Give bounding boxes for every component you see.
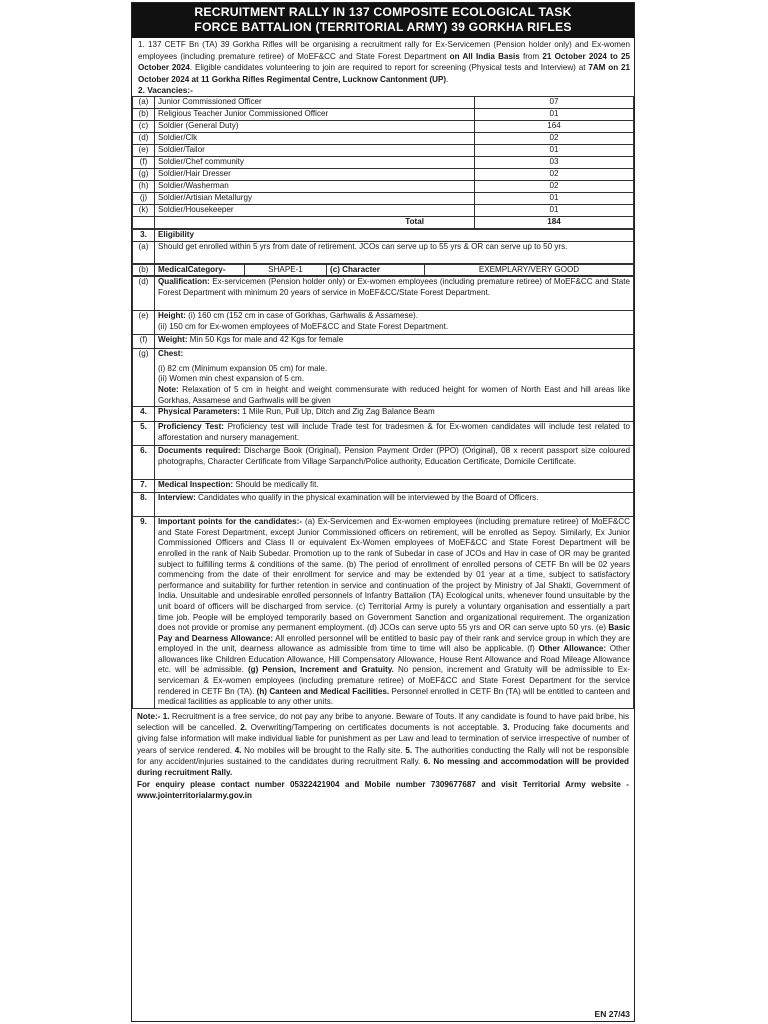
eligibility-heading: Eligibility: [155, 230, 634, 242]
height-text-2: (ii) 150 cm for Ex-women employees of MoEF&CC and State Forest Department.: [158, 321, 449, 331]
ad-code: EN 27/43: [594, 1009, 630, 1019]
proficiency-test-cell: [155, 422, 634, 446]
section-number: 8.: [133, 493, 155, 517]
total-value: 184: [475, 217, 634, 229]
documents-label: Documents required:: [158, 446, 241, 456]
vacancy-count: 02: [475, 133, 634, 145]
note-text: Overwriting/Tampering on certificates documents is not acceptable.: [246, 723, 503, 733]
important-points-cell: [155, 517, 634, 709]
vacancy-post: Soldier/Artisian Metallurgy: [155, 193, 475, 205]
vacancy-row: [133, 109, 634, 121]
chest-label: Chest:: [158, 349, 184, 359]
important-points-text: Other allowances like Children Education Allowance, Hill Compensatory Allowance, House Rent Allowance and Road Mileage Allowance etc. will be admissible.: [158, 644, 630, 675]
chest-note-label: Note:: [158, 384, 179, 394]
vacancy-count: 01: [475, 205, 634, 217]
physical-parameters-cell: [155, 407, 634, 422]
section-number: 6.: [133, 446, 155, 480]
vacancy-count: 164: [475, 121, 634, 133]
vacancies-heading: 2. Vacancies:-: [138, 85, 193, 95]
intro-text: . Eligible candidates volunteering to join are required to report for screening (Physical tests and Interview) at: [189, 63, 589, 72]
vacancy-letter: (e): [133, 145, 155, 157]
vacancy-row: [133, 193, 634, 205]
note-text: No mobiles will be brought to the Rally site.: [241, 745, 406, 755]
empty-cell: [133, 217, 155, 229]
item-letter: (a): [133, 241, 155, 263]
important-points-text: Personnel enrolled in CETF Bn (TA) will be entitled to canteen and medical facilities as applicable to any other units.: [158, 686, 630, 707]
medical-character-row: [132, 264, 634, 277]
item-letter: (e): [133, 311, 155, 335]
character-label: (c) Character: [327, 264, 425, 276]
basic-pay-label: Basic Pay and Dearness Allowance:: [158, 623, 630, 643]
vacancy-count: 01: [475, 109, 634, 121]
qualification-text: Ex-servicemen (Pension holder only) or Ex-women employees (including premature retiree) of MoEF&CC and State Forest Department with minimum 20 years of service in MoEF&CC/State Forest Department.: [158, 277, 630, 297]
canteen-label: (h) Canteen and Medical Facilities.: [256, 686, 390, 696]
chest-note-text: Relaxation of 5 cm in height and weight commensurate with reduced height for women of North East and hill areas like Gorkhas, Assamese and Garhwalis will be given: [158, 384, 630, 405]
intro-paragraph: [132, 38, 634, 85]
vacancy-post: Junior Commissioned Officer: [155, 97, 475, 109]
medical-category-label: MedicalCategory-: [155, 264, 245, 276]
vacancy-letter: (d): [133, 133, 155, 145]
vacancy-row: [133, 121, 634, 133]
proficiency-test-text: Proficiency test will include Trade test for tradesmen & for Ex-women candidates will include test related to afforestation and nursery management.: [158, 422, 630, 442]
section-number: 4.: [133, 407, 155, 422]
vacancy-post: Soldier/Chef community: [155, 157, 475, 169]
vacancy-letter: (c): [133, 121, 155, 133]
vacancy-letter: (a): [133, 97, 155, 109]
note-number: 4.: [234, 745, 242, 755]
weight-text: Min 50 Kgs for male and 42 Kgs for female: [187, 335, 344, 345]
height-cell: [155, 311, 634, 335]
medical-inspection-label: Medical Inspection:: [158, 480, 234, 490]
intro-scope: on All India Basis: [449, 51, 520, 61]
vacancy-post: Soldier/Housekeeper: [155, 205, 475, 217]
note-text: Producing fake documents and giving false information will make individual liable for punishment as per Law and lead to termination of service irrespective of number of years of service rendered.: [137, 723, 629, 755]
note-label: Note:- 1.: [137, 711, 170, 721]
vacancy-row: [133, 181, 634, 193]
chest-text-2: (ii) Women min chest expansion of 5 cm.: [158, 374, 305, 384]
vacancy-post: Soldier (General Duty): [155, 121, 475, 133]
intro-dates: 21 October 2024 to 25 October 2024: [138, 51, 630, 72]
physical-parameters-text: 1 Mile Run, Pull Up, Ditch and Zig Zag Balance Beam: [239, 407, 435, 417]
proficiency-test-label: Proficiency Test:: [158, 422, 224, 432]
vacancy-post: Soldier/Hair Dresser: [155, 169, 475, 181]
header-line-2: FORCE BATTALION (TERRITORIAL ARMY) 39 GORKHA RIFLES: [194, 20, 572, 34]
height-label: Height:: [158, 311, 186, 321]
total-label: Total: [155, 217, 475, 229]
medical-inspection-text: Should be medically fit.: [233, 480, 319, 490]
chest-text-1: (i) 82 cm (Minimum expansion 05 cm) for male.: [158, 363, 328, 373]
item-letter: (b): [133, 264, 155, 276]
eligibility-age: Should get enrolled within 5 yrs from date of retirement. JCOs can serve up to 55 yrs & OR can serve up to 50 yrs.: [155, 241, 634, 263]
item-letter: (f): [133, 335, 155, 349]
medical-category-value: SHAPE-1: [245, 264, 327, 276]
vacancy-post: Soldier/Clk: [155, 133, 475, 145]
interview-cell: [155, 493, 634, 517]
interview-label: Interview:: [158, 493, 196, 503]
qualification-cell: [155, 277, 634, 311]
note-text: Recruitment is a free service, do not pay any bribe to anyone. Beware of Touts. If any candidate is found to have paid bribe, his selection will be cancelled.: [137, 711, 630, 733]
vacancy-row: [133, 205, 634, 217]
weight-label: Weight:: [158, 335, 188, 345]
vacancy-total-row: [133, 217, 634, 229]
chest-cell: [155, 349, 634, 407]
pension-label: (g) Pension, Increment and Gratuity.: [247, 665, 394, 675]
vacancy-count: 07: [475, 97, 634, 109]
important-points-text: (a) Ex-Servicemen and Ex-women employees (including premature retiree) of MoEF&CC and State Forest Department, except Junior Commissioned officers on retirement, will be enrolled as Sepoy. Similarly, Ex Junior Commissioned Officers and Class II or equivalent Ex-Women employees of MoEF&CC and State Forest Department will be enrolled in the rank of Naib Subedar. Promotion up to the rank of Subedar in case of JCOs and Hav in case of OR may be granted subject to fulfilling terms & conditions of the same. (b) The period of enrollment of enrolled persons of CETF Bn will be 02 years commencing from the date of their enrollment for service and may be extended by 01 year at a time, subject to satisfactory performance and suitability for further retention in service and continuation of the project by Ministry of Jal Shakti, Government of India. Unsuitable and undesirable enrolled personnels of Infantry Battalion (TA) Ecological units, whenever found unsuitable by the unit board of officers will be discharged from service. (c) Territorial Army is purely a voluntary organisation and essentially a part time job. People will be employed temporarily based on Government Sanction and organizational requirement. The organization does not provide or promise any permanent employment. (d) JCOs can serve upto 55 yrs and OR can serve upto 50 yrs. (e): [158, 517, 630, 633]
qualification-label: Qualification:: [158, 277, 210, 287]
documents-cell: [155, 446, 634, 480]
vacancy-count: 01: [475, 193, 634, 205]
vacancy-row: [133, 157, 634, 169]
note-number: 2.: [240, 723, 247, 733]
intro-venue: 7AM on 21 October 2024 at 11 Gorkha Rifles Regimental Centre, Lucknow Cantonment (UP): [138, 63, 630, 84]
vacancy-post: Soldier/Tailor: [155, 145, 475, 157]
height-text-1: (i) 160 cm (152 cm in case of Gorkhas, Garhwalis & Assamese).: [185, 311, 418, 321]
medical-inspection-cell: [155, 480, 634, 493]
vacancy-letter: (k): [133, 205, 155, 217]
physical-parameters-label: Physical Parameters:: [158, 407, 240, 417]
vacancy-letter: (f): [133, 157, 155, 169]
vacancy-count: 02: [475, 169, 634, 181]
vacancy-row: [133, 97, 634, 109]
vacancy-post: Religious Teacher Junior Commissioned Officer: [155, 109, 475, 121]
documents-text: Discharge Book (Original), Pension Payment Order (PPO) (Original), 08 x recent passport size coloured photographs, Character Certificate from Village Sarpanch/Police authority, Education Certificate, Domicile Certificate.: [158, 446, 630, 466]
vacancies-table: [132, 96, 634, 229]
item-letter: (d): [133, 277, 155, 311]
vacancy-count: 01: [475, 145, 634, 157]
vacancy-count: 03: [475, 157, 634, 169]
section-number: 5.: [133, 422, 155, 446]
enquiry-contact: For enquiry please contact number 05322421904 and Mobile number 7309677687 and visit Territorial Army website - www.jointerritorialarmy.gov.in: [137, 779, 629, 800]
section-number: 9.: [133, 517, 155, 709]
intro-text: .: [446, 74, 449, 84]
advertisement-sheet: [131, 2, 635, 1022]
note-messing: 6. No messing and accommodation will be provided during recruitment Rally.: [137, 757, 629, 778]
section-number: 3.: [133, 230, 155, 242]
chest-note: [158, 385, 630, 406]
note-number: 5.: [405, 745, 413, 755]
interview-text: Candidates who qualify in the physical examination will be interviewed by the Board of Officers.: [195, 493, 539, 503]
weight-cell: [155, 335, 634, 349]
vacancy-letter: (j): [133, 193, 155, 205]
note-text: The authorities conducting the Rally will not be responsible for any accident/injuries sustained to the candidates during recruitment Rally.: [137, 745, 629, 767]
item-letter: (g): [133, 349, 155, 407]
eligibility-details-table: [132, 276, 634, 709]
vacancy-row: [133, 145, 634, 157]
vacancy-letter: (b): [133, 109, 155, 121]
vacancy-count: 02: [475, 181, 634, 193]
eligibility-table: [132, 229, 634, 264]
header-line-1: RECRUITMENT RALLY IN 137 COMPOSITE ECOLOGICAL TASK: [194, 5, 572, 19]
intro-text: from: [519, 51, 543, 61]
important-points-text: All enrolled personnel will be entitled to basic pay of their rank and service group in which they are employed in the unit, dearness allowance as admissible from time to time will also be applicable. (f): [158, 633, 630, 654]
vacancy-letter: (g): [133, 169, 155, 181]
note-number: 3.: [502, 723, 510, 733]
vacancy-row: [133, 169, 634, 181]
advertisement-header: [132, 3, 634, 38]
intro-text: 1. 137 CETF Bn (TA) 39 Gorkha Rifles will be organising a recruitment rally for Ex-Servicemen (Pension holder only) and Ex-women employees (including premature retiree) of MoEF&CC and State Forest Department: [138, 40, 630, 61]
other-allowance-label: Other Allowance:: [538, 644, 607, 654]
vacancy-row: [133, 133, 634, 145]
vacancy-letter: (h): [133, 181, 155, 193]
vacancy-post: Soldier/Washerman: [155, 181, 475, 193]
section-number: 7.: [133, 480, 155, 493]
important-points-label: Important points for the candidates:-: [158, 517, 303, 527]
important-points-text: No pension, increment and Gratuity will be admissible to Ex-serviceman & Ex-women employees (including premature retiree) of MoEF&CC and State Forest Department for the service rendered in CETF Bn (TA).: [158, 665, 631, 696]
note-block: [132, 709, 634, 801]
character-value: EXEMPLARY/VERY GOOD: [425, 264, 634, 276]
